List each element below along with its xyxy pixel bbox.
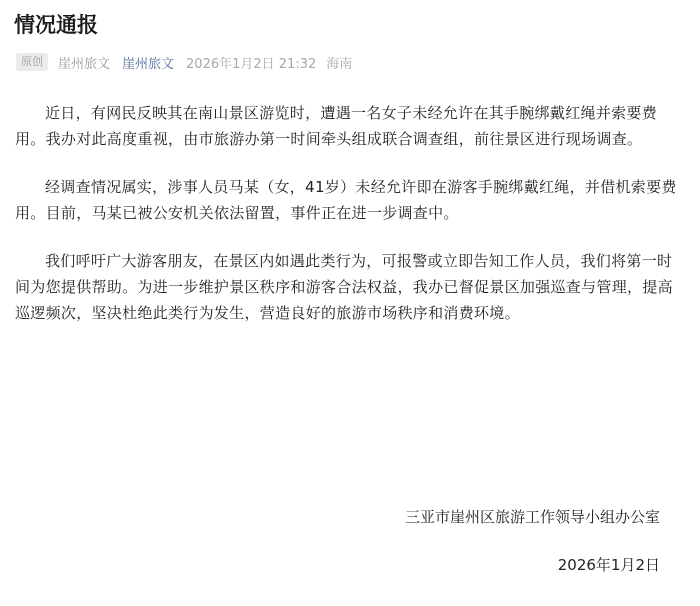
paragraph-1: 近日，有网民反映其在南山景区游览时，遭遇一名女子未经允许在其手腕绑戴红绳并索要费用。我办对此高度重视，由市旅游办第一时间牵头组成联合调查组，前往景区进行现场调查。 xyxy=(15,104,658,148)
publish-datetime: 2026年1月2日 21:32 xyxy=(186,56,317,72)
paragraph-3: 我们呼吁广大游客朋友，在景区内如遇此类行为，可报警或立即告知工作人员，我们将第一时间为您提供帮助。为进一步维护景区秩序和游客合法权益，我办已督促景区加强巡查与管理，提高巡逻频次，坚决杜绝此类行为发生，营造良好的旅游市场秩序和消费环境。 xyxy=(15,252,673,322)
signature-date: 2026年1月2日 xyxy=(557,556,660,574)
publish-location: 海南 xyxy=(326,56,353,72)
paragraph-2: 经调查情况属实，涉事人员马某（女，41岁）未经允许即在游客手腕绑戴红绳，并借机索要费用。目前，马某已被公安机关依法留置，事件正在进一步调查中。 xyxy=(15,178,677,222)
account-link[interactable]: 崖州旅文 xyxy=(122,56,175,72)
article-title: 情况通报 xyxy=(14,13,98,37)
article-body xyxy=(15,100,685,348)
original-badge: 原创 xyxy=(16,53,48,71)
signature: 三亚市崖州区旅游工作领导小组办公室 xyxy=(404,508,660,526)
author-name: 崖州旅文 xyxy=(58,56,111,72)
article-meta xyxy=(16,51,352,73)
